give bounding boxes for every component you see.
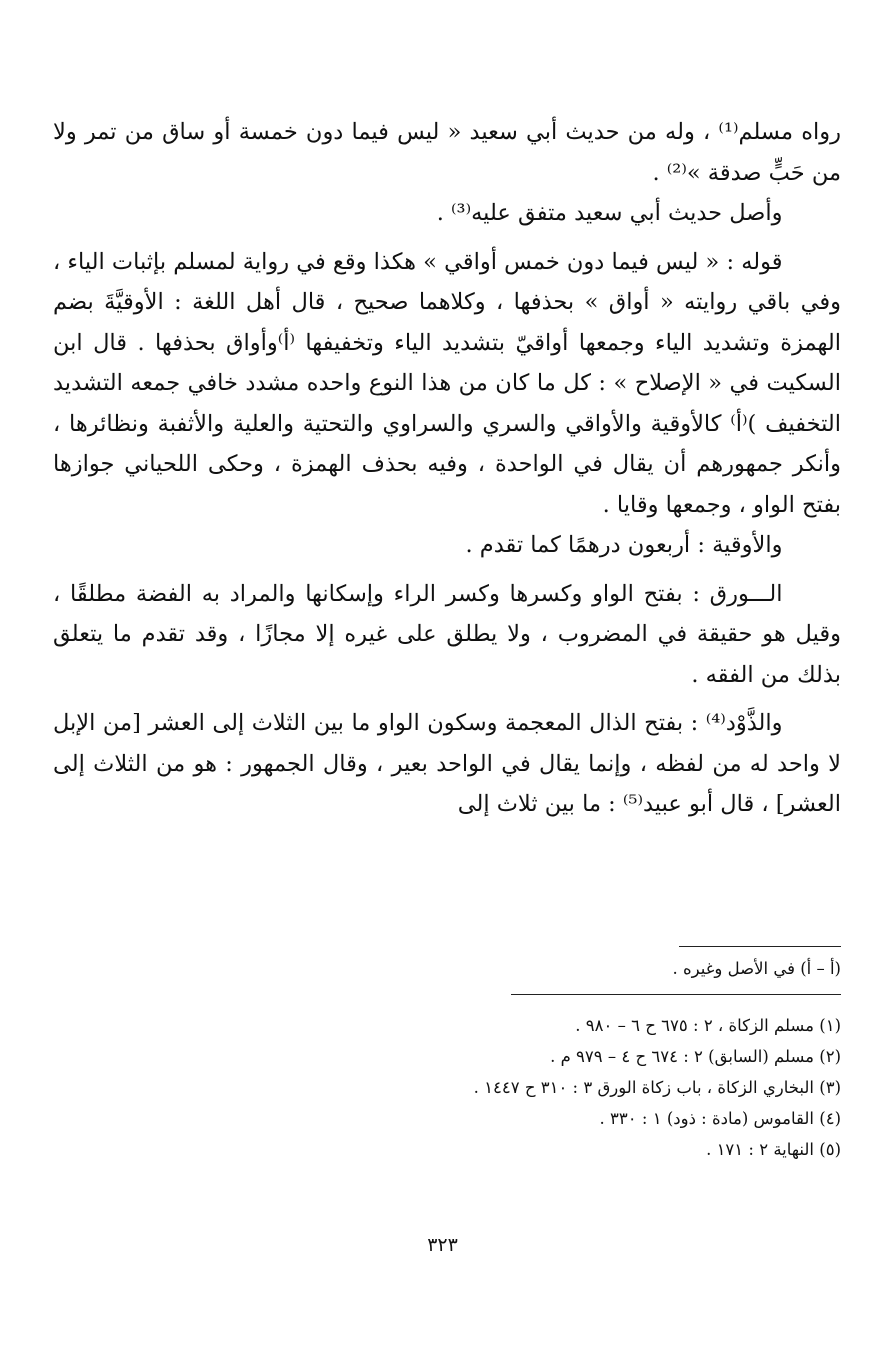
footnote-2: (٢) مسلم (السابق) ٢ : ٦٧٤ ح ٤ – ٩٧٩ م .	[550, 1047, 841, 1066]
paragraph-wariq-definition: الـــورق : بفتح الواو وكسرها وكسر الراء وإسكانها والمراد به الفضة مطلقًا ، وقيل هو حقيقة في المضروب ، ولا يطلق على غيره إلا مجازًا ، وقد تقدم ما يتعلق بذلك من الفقه .	[53, 580, 841, 688]
page-number: ٣٢٣	[427, 1234, 458, 1256]
footnote-3: (٣) البخاري الزكاة ، باب زكاة الورق ٣ : ٣١٠ ح ١٤٤٧ .	[473, 1078, 841, 1097]
variant-note: (أ – أ) في الأصل وغيره .	[672, 959, 841, 978]
footnotes	[53, 1010, 841, 1165]
paragraph-dhawd-definition: والذَّوْد⁽⁴⁾ : بفتح الذال المعجمة وسكون الواو ما بين الثلاث إلى العشر [من الإبل لا واحد له من لفظه ، وإنما يقال في الواحد بعير ، وقال الجمهور : هو من الثلاث إلى العشر] ، قال أبو عبيد⁽⁵⁾ : ما بين ثلاث إلى	[53, 710, 841, 817]
paragraph-agreed-upon: وأصل حديث أبي سعيد متفق عليه⁽³⁾ .	[436, 200, 783, 226]
footnote-5: (٥) النهاية ٢ : ١٧١ .	[706, 1140, 841, 1159]
footnote-separator-short	[679, 946, 841, 947]
footnote-1: (١) مسلم الزكاة ، ٢ : ٦٧٥ ح ٦ – ٩٨٠ .	[575, 1016, 841, 1035]
footnote-separator-long	[511, 994, 841, 995]
paragraph-hadith-citation: رواه مسلم⁽¹⁾ ، وله من حديث أبي سعيد « ليس فيما دون خمسة أو ساق من تمر ولا من حَبٍّ صدقة »⁽²⁾ .	[53, 119, 841, 186]
paragraph-uqiyya-definition: والأوقية : أربعون درهمًا كما تقدم .	[465, 532, 783, 558]
paragraph-awaq-explanation: قوله : « ليس فيما دون خمس أواقي » هكذا وقع في رواية لمسلم بإثبات الياء ، وفي باقي روايته « أواق » بحذفها ، وكلاهما صحيح ، قال أهل اللغة : الأوقيَّةَ بضم الهمزة وتشديد الياء وجمعها أواقيّ بتشديد الياء وتخفيفها ⁽أ⁾وأواق بحذفها . قال ابن السكيت في « الإصلاح » : كل ما كان من هذا النوع واحده مشدد خافي جمعه التشديد التخفيف )⁽أ⁾ كالأوقية والأواقي والسري والسراوي والتحتية والعلية والأثفبة ونظائرها ، وأنكر جمهورهم أن يقال في الواحدة ، وفيه بحذف الهمزة ، وحكى اللحياني جوازها بفتح الواو ، وجمعها وقايا .	[53, 248, 841, 518]
footnote-4: (٤) القاموس (مادة : ذود) ١ : ٣٣٠ .	[599, 1109, 841, 1128]
main-text	[53, 112, 841, 825]
